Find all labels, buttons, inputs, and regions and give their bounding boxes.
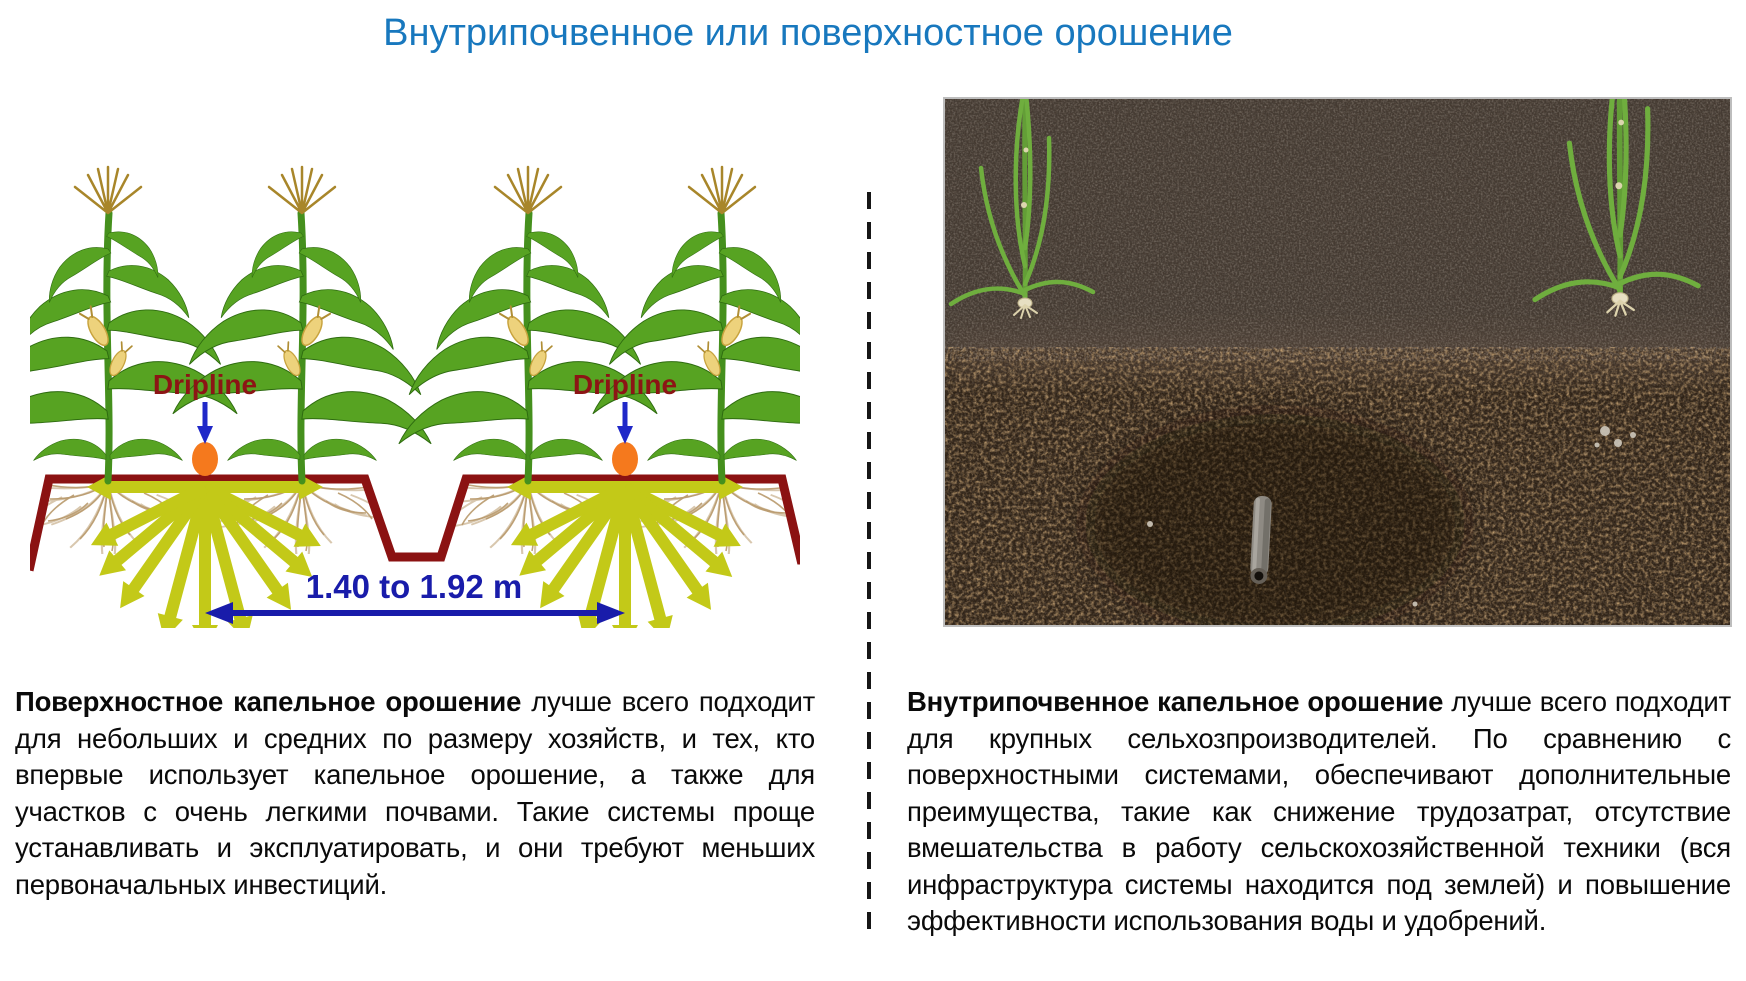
dripline-emitter [192, 442, 218, 476]
subsurface-drip-photo [943, 97, 1732, 627]
subsurface-drip-caption-body: лучше всего подходит для крупных сельхозпроизводителей. По сравнению с поверхностными системами, обеспечивают дополнительные преимущества, такие как снижение трудозатрат, отсутствие вмешательства в работу сельскохозяйственной техники (вся инфраструктура системы находится под землей) и повышение эффективности использования воды и удобрений. [907, 686, 1731, 936]
dripline-label: Dripline [152, 369, 258, 400]
wet-zone-shadow [1085, 414, 1465, 625]
distance-label: 1.40 to 1.92 m [305, 568, 523, 605]
dripline-pointer-arrow [197, 402, 213, 444]
distance-arrow [205, 602, 625, 624]
surface-drip-caption [15, 684, 815, 903]
surface-drip-caption-lead: Поверхностное капельное орошение [15, 686, 522, 717]
dripline-label: Dripline [572, 369, 678, 400]
corn-plants [30, 167, 800, 481]
dripline-pointer-arrow [617, 402, 633, 444]
vertical-dashed-divider [864, 188, 874, 946]
surface-drip-diagram [30, 150, 800, 628]
surface-drip-caption-body: лучше всего подходит для небольших и средних по размеру хозяйств, и тех, кто впервые использует капельное орошение, а также для участков с очень легкими почвами. Такие системы проще устанавливать и эксплуатировать, и они требуют меньших первоначальных инвестиций. [15, 686, 816, 900]
subsurface-drip-caption [907, 684, 1731, 940]
dripline-emitter [612, 442, 638, 476]
subsurface-drip-caption-lead: Внутрипочвенное капельное орошение [907, 686, 1444, 717]
page-title: Внутрипочвенное или поверхностное орошение [383, 12, 1233, 54]
